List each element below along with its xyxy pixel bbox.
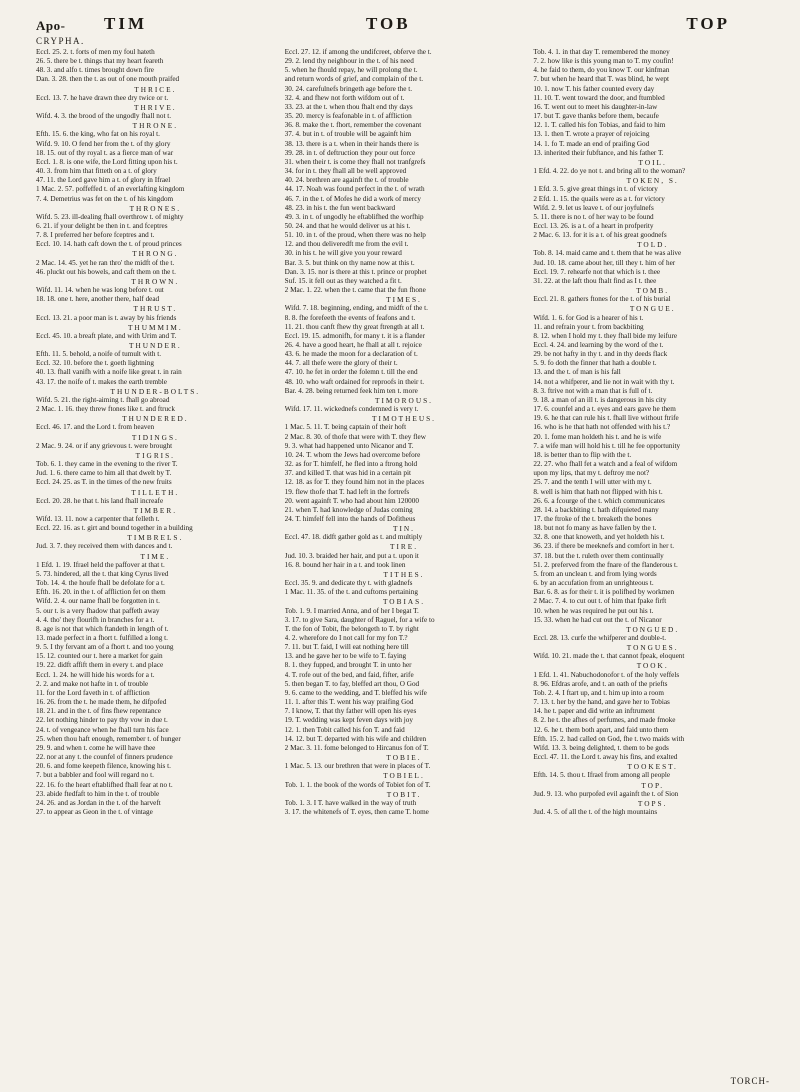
concordance-entry: 44. 17. Noah was found perfect in the t. of wrath <box>284 185 425 194</box>
concordance-entry: Eccl. 24. 25. as T. in the times of the new fruits <box>36 478 172 487</box>
concordance-entry: 22. 27. who fhall fet a watch and a feal of wifdom <box>533 460 678 469</box>
concordance-entry: 37. 18. but the t. ruleth over them continually <box>533 551 664 560</box>
headword: TOIL. <box>638 157 667 167</box>
concordance-entry: 6. by an accufation from an unrighteous t. <box>533 579 654 588</box>
concordance-entry: 4. he faid to them, do you know T. our kinfman <box>533 66 670 75</box>
concordance-entry: 16. who is he that hath not offended with his t.? <box>533 423 671 432</box>
concordance-entry: 12. 18. as for T. they found him not in the places <box>284 478 425 487</box>
concordance-entry: Tob. 4. 1. in that day T. remembered the money <box>533 48 670 56</box>
concordance-entry: 7. 13. t. her by the hand, and gave her to Tobias <box>533 698 670 707</box>
concordance-entry: 11. for the Lord faveth in t. of affliction <box>36 688 150 697</box>
concordance-entry: 48. 3. and alfo t. times brought down fire <box>36 66 154 75</box>
headword: TIGRIS. <box>135 450 175 460</box>
page-header <box>36 14 770 46</box>
concordance-entry: 5. our t. is a very fhadow that paffeth away <box>36 606 160 615</box>
concordance-entry: 13. and he gave her to be wife to T. faying <box>284 652 407 661</box>
concordance-entry: 34. for in t. they fhall all be well approved <box>284 167 407 176</box>
concordance-entry: 14. he t. paper and did write an inftrument <box>533 707 655 716</box>
concordance-entry: 5. when he fhould repay, he will prolong the t. <box>284 66 418 75</box>
concordance-entry: Wifd. 10. 21. made the t. that cannot fpeak, eloquent <box>533 652 685 661</box>
concordance-entry: 22. nor at any t. the counfel of finners prudence <box>36 753 173 762</box>
headword: THRIVE. <box>134 102 177 112</box>
concordance-entry: Eccl. 35. 9. and dedicate thy t. with gladnefs <box>284 579 413 588</box>
headword: THRONG. <box>132 249 179 259</box>
concordance-entry: 30. in his t. he will give you your reward <box>284 249 402 258</box>
concordance-entry: 14. 12. but T. departed with his wife and children <box>284 734 427 743</box>
concordance-entry: 31. when their t. is come they fhall not tranfgrefs <box>284 157 426 166</box>
concordance-entry: 5. 9. fo doth the finner that hath a double t. <box>533 359 657 368</box>
concordance-entry: 29. 2. lend thy neighbour in the t. of his need <box>284 57 414 66</box>
headword: TIDINGS. <box>131 432 179 442</box>
concordance-entry: Eccl. 13. 26. is a t. of a heart in profperity <box>533 221 654 230</box>
headword: TONGUED. <box>626 624 680 634</box>
concordance-entry: Suf. 15. it fell out as they watched a fit t. <box>284 276 402 285</box>
concordance-entry: 15. 12. counted our t. here a market for gain <box>36 652 163 661</box>
running-head-sub: CRYPHA. <box>36 36 85 46</box>
concordance-entry: 17. but T. gave thanks before them, becaufe <box>533 112 659 121</box>
concordance-entry: 48. 23. in his t. the fun went backward <box>284 203 396 212</box>
concordance-entry: 7. a wife man will hold his t. till he fee opportunity <box>533 441 681 450</box>
concordance-entry: Wifd. 4. 3. the brood of the ungodly fhall not t. <box>36 112 172 121</box>
concordance-entry: 24. T. himfelf fell into the hands of Dofitheus <box>284 514 416 523</box>
concordance-entry: 9. 3. what had happened unto Nicanor and T. <box>284 441 414 450</box>
concordance-entry: 8. 96. Efdras arofe, and t. an oath of the priefts <box>533 679 668 688</box>
concordance-entry: 7. 2. how like is this young man to T. my coufin! <box>533 57 674 66</box>
concordance-entry: 13. and the t. of man is his fall <box>533 368 621 377</box>
concordance-entry: Efth. 11. 5. behold, a noife of tumult with t. <box>36 350 162 359</box>
concordance-entry: 21. when T. had knowledge of Judas coming <box>284 505 413 514</box>
concordance-entry: 1 Efd. 3. 5. give great things in t. of victory <box>533 185 658 194</box>
headword: THROWN. <box>131 276 180 286</box>
concordance-entry: 25. when thou haft enough, remember t. of hunger <box>36 734 181 743</box>
concordance-entry: 1 Mac. 5. 13. our brethren that were in places of T. <box>284 762 431 771</box>
concordance-entry: 8. age is not that which ftandeth in length of t. <box>36 624 169 633</box>
concordance-entry: 50. 24. and that he would deliver us at his t. <box>284 221 411 230</box>
concordance-entry: 13. 1. then T. wrote a prayer of rejoicing <box>533 130 650 139</box>
concordance-entry: Jud. 4. 5. of all the t. of the high mountains <box>533 807 658 816</box>
concordance-entry: 9. 18. a man of an ill t. is dangerous in his city <box>533 395 667 404</box>
headword: THRICE. <box>134 84 177 94</box>
concordance-entry: 7. 8. I preferred her before fceptres and t. <box>36 231 155 240</box>
concordance-entry: 2 Mac. 7. 4. to cut out t. of him that fpake firft <box>533 597 667 606</box>
concordance-entry: 48. 10. who waft ordained for reproofs in their t. <box>284 377 424 386</box>
headword: THRONE. <box>132 121 179 131</box>
concordance-entry: 25. 7. and the tenth I will utter with my t. <box>533 478 652 487</box>
headword: TOBIAS. <box>382 597 426 607</box>
concordance-entry: 6. 21. if your delight be then in t. and fceptres <box>36 221 168 230</box>
concordance-entry: 1 Efd. 1. 19. Ifrael held the paffover at that t. <box>36 560 165 569</box>
concordance-entry: 2 Mac. 1. 16. they threw ftones like t. and ftruck <box>36 405 175 414</box>
headword: TIMOTHEUS. <box>372 414 436 424</box>
concordance-entry: 30. 24. carefulnefs bringeth age before the t. <box>284 84 412 93</box>
concordance-entry: 24. t. of vengeance when he fhall turn his face <box>36 725 169 734</box>
concordance-entry: Efth. 14. 5. thou t. Ifrael from among all people <box>533 771 671 780</box>
concordance-entry: Bar. 4. 28. being returned feek him ten t. more <box>284 386 418 395</box>
concordance-entry: 14. not a whifperer, and lie not in wait with thy t. <box>533 377 675 386</box>
concordance-entry: 40. 24. brethren are againft the t. of trouble <box>284 176 409 185</box>
concordance-entry: 18. is better than to flip with the t. <box>533 450 632 459</box>
concordance-entry: T. the fon of Tobit, fhe belongeth to T. by right <box>284 624 419 633</box>
concordance-entry: 11. 1. after this T. went his way praifing God <box>284 698 414 707</box>
concordance-entry: 2 Mac. 9. 24. or if any grievous t. were brought <box>36 441 173 450</box>
headword: TIN. <box>393 524 415 534</box>
column-3 <box>533 48 772 1078</box>
concordance-entry: 26. 5. there be t. things that my heart feareth <box>36 57 164 66</box>
headword: TOOK. <box>636 661 669 671</box>
concordance-entry: Efth. 16. 20. in the t. of affliction fet on them <box>36 588 166 597</box>
concordance-entry: 13. made perfect in a fhort t. fulfilled a long t. <box>36 634 168 642</box>
column-1 <box>36 48 275 1078</box>
concordance-entry: Eccl. 1. 8. is one wife, the Lord fitting upon his t. <box>36 157 178 166</box>
concordance-entry: 22. 16. fo the heart eftablifhed fhall fear at no t. <box>36 780 173 789</box>
concordance-entry: Tob. 1. 9. I married Anna, and of her I begat T. <box>284 606 419 615</box>
concordance-entry: Eccl. 21. 8. gathers ftones for the t. of his burial <box>533 295 671 304</box>
concordance-entry: 51. 10. in t. of the proud, when there was no help <box>284 231 426 240</box>
concordance-entry: 19. 6. he that can rule his t. fhall live without ftrife <box>533 414 679 423</box>
concordance-entry: 32. 4. and fhew not forth wifdom out of t. <box>284 93 405 102</box>
concordance-entry: 5. 73. hindered, all the t. that king Cyrus lived <box>36 569 169 578</box>
concordance-entry: Tob. 14. 4. the houfe fhall be defolate for a t. <box>36 579 165 588</box>
headword: TIMOROUS. <box>375 395 433 405</box>
concordance-entry: 11. 10. T. went toward the door, and ftumbled <box>533 93 665 102</box>
concordance-entry: Jud. 10. 3. braided her hair, and put a t. upon it <box>284 551 419 560</box>
concordance-entry: Wifd. 2. 4. our name fhall be forgotten in t. <box>36 597 160 606</box>
concordance-entry: 18. but not fo many as have fallen by the t. <box>533 524 657 533</box>
headword: TOMB. <box>636 286 670 296</box>
concordance-entry: 15. 33. when he had cut out the t. of Nicanor <box>533 615 662 624</box>
running-head-center: TOB <box>366 14 411 33</box>
concordance-entry: 23. abide ftedfaft to him in the t. of trouble <box>36 789 160 798</box>
concordance-entry: 27. to appear as Geon in the t. of vintage <box>36 807 153 816</box>
concordance-columns <box>36 48 772 1078</box>
concordance-entry: 29. be not hafty in thy t. and in thy deeds flack <box>533 350 668 359</box>
concordance-entry: Wifd. 13. 11. now a carpenter that felleth t. <box>36 514 160 523</box>
concordance-entry: 8. 2. he t. the afhes of perfumes, and made fmoke <box>533 716 676 725</box>
headword: THUNDERED. <box>122 414 189 424</box>
concordance-entry: 8. 1. they fupped, and brought T. in unto her <box>284 661 412 670</box>
concordance-entry: 8. 3. ftrive not with a man that is full of t. <box>533 386 653 395</box>
concordance-entry: 35. 20. mercy is feafonable in t. of affliction <box>284 112 412 121</box>
concordance-entry: Dan. 3. 28. then the t. as out of one mouth praifed <box>36 75 180 84</box>
concordance-entry: 16. 8. bound her hair in a t. and took linen <box>284 560 406 569</box>
headword: TIMBRELS. <box>127 533 184 543</box>
concordance-entry: upon my lips, that my t. deftroy me not? <box>533 469 650 478</box>
concordance-entry: Jud. 3. 7. they received them with dances and t. <box>36 542 173 551</box>
concordance-entry: Eccl. 45. 10. a breaft plate, and with Urim and T. <box>36 331 177 340</box>
concordance-entry: Eccl. 10. 14. hath caft down the t. of proud princes <box>36 240 182 249</box>
concordance-entry: 32. as for T. himfelf, he fled into a ftrong hold <box>284 460 418 469</box>
concordance-entry: 31. 22. at the laft thou fhalt find as I t. thee <box>533 276 657 285</box>
concordance-entry: 33. 23. at the t. when thou fhalt end thy days <box>284 102 413 111</box>
concordance-entry: 12. and thou deliveredft me from the evil t. <box>284 240 409 249</box>
headword: TOP. <box>641 780 665 790</box>
concordance-entry: 18. 21. and in the t. of fins fhew repentance <box>36 707 161 716</box>
headword: TOPS. <box>637 798 668 808</box>
concordance-entry: 8. well is him that hath not flipped with his t. <box>533 487 663 496</box>
concordance-entry: 14. 1. fo T. made an end of praifing God <box>533 139 650 148</box>
concordance-entry: 1 Efd. 4. 22. do ye not t. and bring all to the woman? <box>533 167 686 176</box>
concordance-entry: 4. T. rofe out of the bed, and faid, fifter, arife <box>284 670 414 679</box>
concordance-entry: Tob. 6. 1. they came in the evening to the river T. <box>36 460 178 469</box>
concordance-entry: Eccl. 27. 12. if among the undifcreet, obferve the t. <box>284 48 432 56</box>
headword: TIMBER. <box>133 505 178 515</box>
headword: TOLD. <box>637 240 669 250</box>
concordance-entry: 8. 8. fhe forefeeth the events of feafons and t. <box>284 313 416 322</box>
concordance-entry: 26. 6. a fcourge of the t. which communicates <box>533 496 665 505</box>
concordance-entry: 7. 4. Demetrius was fet on the t. of his kingdom <box>36 194 174 203</box>
concordance-entry: Eccl. 1. 24. he will hide his words for a t. <box>36 670 155 679</box>
concordance-entry: 7. but when he heard that T. was blind, he wept <box>533 75 670 84</box>
concordance-entry: 44. 7. all thefe were the glory of their t. <box>284 359 398 368</box>
column-2 <box>285 48 524 1078</box>
headword: TOBIEL. <box>383 771 425 781</box>
concordance-entry: Efth. 15. 6. the king, who fat on his royal t. <box>36 130 160 139</box>
concordance-entry: 36. 8. make the t. fhort, remember the covenant <box>284 121 422 130</box>
concordance-entry: 40. 3. from him that fitteth on a t. of glory <box>36 167 157 176</box>
catchword: TORCH- <box>730 1076 770 1086</box>
headword: THUNDER-BOLTS. <box>110 386 201 396</box>
concordance-entry: Tob. 8. 14. maid came and t. them that he was alive <box>533 249 682 258</box>
concordance-entry: 1 Mac. 11. 35. of the t. and cuftoms pertaining <box>284 588 418 597</box>
concordance-entry: 4. 2. wherefore do I not call for my fon T.? <box>284 634 408 642</box>
concordance-entry: 3. 17. to give Sara, daughter of Raguel, for a wife to <box>284 615 435 624</box>
concordance-entry: 2 Mac. 14. 45. yet he ran thro' the midft of the t. <box>36 258 175 267</box>
concordance-entry: Jud. 9. 13. who purpofed evil againft the t. of Sion <box>533 789 679 798</box>
concordance-entry: 24. 26. and as Jordan in the t. of the harveft <box>36 798 161 807</box>
concordance-entry: Eccl. 46. 17. and the Lord t. from heaven <box>36 423 155 432</box>
headword: TONGUE. <box>629 304 676 314</box>
concordance-entry: 22. let nothing hinder to pay thy vow in due t. <box>36 716 168 725</box>
concordance-entry: Wifd. 2. 9. let us leave t. of our joyfulnefs <box>533 203 654 212</box>
concordance-entry: Bar. 6. 8. as for their t. it is polifhed by workmen <box>533 588 675 597</box>
concordance-entry: Dan. 3. 15. nor is there at this t. prince or prophet <box>284 267 427 276</box>
headword: TILLETH. <box>131 487 180 497</box>
concordance-entry: 2 Mac. 6. 13. for it is a t. of his great goodnefs <box>533 231 667 240</box>
headword: THRUST. <box>133 304 178 314</box>
concordance-entry: 47. 10. he fet in order the folemn t. till the end <box>284 368 418 377</box>
concordance-entry: Eccl. 20. 28. he that t. his land fhall increafe <box>36 496 164 505</box>
concordance-entry: Wifd. 17. 11. wickednefs condemned is very t. <box>284 405 419 414</box>
concordance-entry: 7. but a babbler and fool will regard no t. <box>36 771 154 780</box>
concordance-entry: 40. 13. fhall vanifh with a noife like great t. in rain <box>36 368 182 377</box>
concordance-entry: 19. 22. didft affift them in every t. and place <box>36 661 164 670</box>
headword: TITHES. <box>383 569 425 579</box>
concordance-entry: 19. T. wedding was kept feven days with joy <box>284 716 413 725</box>
concordance-entry: 38. 13. there is a t. when in their hands there is <box>284 139 419 148</box>
concordance-entry: Eccl. 47. 18. didft gather gold as t. and multiply <box>284 533 423 542</box>
concordance-entry: Eccl. 25. 2. t. forts of men my foul hateth <box>36 48 155 56</box>
concordance-entry: 12. 1. then Tobit called his fon T. and faid <box>284 725 405 734</box>
headword: THRONES. <box>129 203 182 213</box>
concordance-entry: 16. T. went out to meet his daughter-in-law <box>533 102 658 111</box>
concordance-entry: Wifd. 9. 10. O fend her from the t. of thy glory <box>36 139 171 148</box>
concordance-entry: Wifd. 1. 6. for God is a hearer of his t. <box>533 313 644 322</box>
concordance-entry: Tob. 2. 4. I ftart up, and t. him up into a room <box>533 688 664 697</box>
concordance-entry: 7. I know, T. that thy father will open his eyes <box>284 707 417 716</box>
headword: TOOKEST. <box>627 762 678 772</box>
concordance-entry: 2 Mac. 3. 11. fome belonged to Hircanus fon of T. <box>284 743 429 752</box>
concordance-entry: 5. then began T. to fay, bleffed art thou, O God <box>284 679 420 688</box>
concordance-entry: 12. 6. he t. them both apart, and faid unto them <box>533 725 669 734</box>
concordance-entry: 37. 4. but in t. of trouble will be againft him <box>284 130 412 139</box>
concordance-entry: Jud. 1. 6. there came to him all that dwelt by T. <box>36 469 172 478</box>
headword: TIRE. <box>389 542 419 552</box>
headword: TOKEN, S. <box>626 176 679 186</box>
concordance-entry: Eccl. 32. 10. before the t. goeth lightning <box>36 359 154 368</box>
concordance-entry: 51. 2. preferved from the fnare of the flanderous t. <box>533 560 678 569</box>
concordance-entry: Bar. 3. 5. but think on thy name now at this t. <box>284 258 415 267</box>
concordance-entry: 46. 7. in the t. of Mofes he did a work of mercy <box>284 194 422 203</box>
concordance-entry: 16. 26. from the t. he made them, he difpofed <box>36 698 167 707</box>
concordance-entry: 28. 14. a backbiting t. hath difquieted many <box>533 505 659 514</box>
concordance-entry: 2 Mac. 8. 30. of thofe that were with T. they flew <box>284 432 426 441</box>
concordance-entry: 32. 8. one that knoweth, and yet holdeth his t. <box>533 533 665 542</box>
concordance-entry: Tob. 1. 1. the book of the words of Tobiet fon of T. <box>284 780 431 789</box>
concordance-entry: 2. 2. and make not hafte in t. of trouble <box>36 679 149 688</box>
concordance-entry: 18. 18. one t. here, another there, half dead <box>36 295 160 304</box>
concordance-entry: 11. 21. thou canft fhew thy great ftrength at all t. <box>284 322 425 331</box>
headword: THUMMIM. <box>127 322 183 332</box>
concordance-entry: 19. flew thofe that T. had left in the fortrefs <box>284 487 410 496</box>
concordance-entry: Eccl. 28. 13. curfe the whifperer and double-t. <box>533 634 667 642</box>
concordance-entry: 9. 5. I thy fervant am of a fhort t. and too young <box>36 643 174 652</box>
concordance-entry: 12. 1. T. called his fon Tobias, and faid to him <box>533 121 666 130</box>
headword: TONGUES. <box>626 643 679 653</box>
concordance-entry: 10. 24. T. whom the Jews had overcome before <box>284 450 421 459</box>
concordance-entry: 17. 6. counfel and a t. eyes and ears gave he them <box>533 405 676 414</box>
concordance-entry: 39. 28. in t. of deftruction they pour out force <box>284 148 416 157</box>
running-head-label: Apo- <box>36 18 66 33</box>
concordance-entry: Efth. 15. 2. had called on God, fhe t. two maids with <box>533 734 685 743</box>
concordance-entry: Eccl. 4. 24. and learning by the word of the t. <box>533 341 664 349</box>
concordance-entry: 10. when he was required he put out his t. <box>533 606 654 615</box>
concordance-entry: 1 Mac. 5. 11. T. being captain of their hoft <box>284 423 407 432</box>
concordance-entry: 49. 3. in t. of ungodly he eftablifhed the worfhip <box>284 212 424 221</box>
headword: TOBIT. <box>386 789 422 799</box>
concordance-entry: 5. from an unclean t. and from lying words <box>533 569 657 578</box>
headword: THUNDER. <box>128 341 182 350</box>
running-head-left: TIM <box>104 14 147 33</box>
concordance-entry: 2 Mac. 1. 22. when the t. came that the fun fhone <box>284 286 426 295</box>
concordance-entry: 13. inherited their fubftance, and his father T. <box>533 148 664 157</box>
headword: TIME. <box>140 551 171 561</box>
headword: TOBIE. <box>386 753 422 763</box>
concordance-entry: 36. 23. if there be meeknefs and comfort in her t. <box>533 542 675 551</box>
concordance-entry: Eccl. 22. 16. as t. girt and bound together in a building <box>36 524 193 533</box>
concordance-entry: 1 Mac. 2. 57. poffeffed t. of an everlafting kingdom <box>36 185 185 194</box>
concordance-entry: 43. 6. he made the moon for a declaration of t. <box>284 350 418 359</box>
concordance-entry: Jud. 10. 18. came about her, till they t. him of her <box>533 258 676 267</box>
concordance-entry: 20. went againft T. who had about him 120000 <box>284 496 419 505</box>
concordance-entry: 8. 12. when I hold my t. they fhall bide my leifure <box>533 331 678 340</box>
concordance-entry: Eccl. 19. 15. admonifh, for many t. it is a flander <box>284 331 425 340</box>
concordance-entry: Wifd. 5. 21. the right-aiming t. fhall go abroad <box>36 395 170 404</box>
concordance-entry: 18. 15. out of thy royal t. as a fierce man of war <box>36 148 174 157</box>
concordance-entry: 1 Efd. 1. 41. Nabuchodonofor t. of the holy veffels <box>533 670 680 679</box>
concordance-entry: 20. 6. and fome keepeth filence, knowing his t. <box>36 762 171 771</box>
concordance-entry: 7. 11. but T. faid, I will eat nothing here till <box>284 643 409 652</box>
concordance-entry: Eccl. 47. 11. the Lord t. away his fins, and exalted <box>533 753 678 762</box>
concordance-entry: Tob. 1. 3. I T. have walked in the way of truth <box>284 798 417 807</box>
concordance-entry: 26. 4. have a good heart, he fhall at all t. rejoice <box>284 341 422 349</box>
concordance-entry: 47. 11. the Lord gave him a t. of glory in Ifrael <box>36 176 171 185</box>
concordance-entry: 10. 1. now T. his father counted every day <box>533 84 655 93</box>
concordance-entry: Wifd. 5. 23. ill-dealing fhall overthrow t. of mighty <box>36 212 184 221</box>
concordance-entry: 43. 17. the noife of t. makes the earth tremble <box>36 377 167 386</box>
concordance-entry: Wifd. 7. 18. beginning, ending, and midft of the t. <box>284 304 428 313</box>
headword: TIMES. <box>386 295 422 305</box>
concordance-entry: Eccl. 13. 7. he have drawn thee dry twice or t. <box>36 93 169 102</box>
concordance-entry: 5. 11. there is no t. of her way to be found <box>533 212 654 221</box>
concordance-entry: 3. 17. the whitenefs of T. eyes, then came T. home <box>284 807 429 816</box>
concordance-entry: Wifd. 11. 14. when he was long before t. out <box>36 286 164 295</box>
concordance-entry: Eccl. 13. 21. a poor man is t. away by his friends <box>36 313 177 322</box>
concordance-entry: 20. 1. fome man holdeth his t. and he is wife <box>533 432 662 441</box>
running-head-right: TOP <box>686 14 730 33</box>
concordance-entry: Wifd. 13. 3. being delighted, t. them to be gods <box>533 743 669 752</box>
concordance-entry: 37. and killed T. that was hid in a certain pit <box>284 469 411 478</box>
concordance-entry: 2 Efd. 1. 15. the quails were as a t. for victory <box>533 194 665 203</box>
concordance-entry: 4. 4. tho' they flourifh in branches for a t. <box>36 615 155 624</box>
concordance-entry: and return words of grief, and complain of the t. <box>284 75 423 84</box>
concordance-entry: Eccl. 19. 7. rehearfe not that which is t. thee <box>533 267 661 276</box>
concordance-entry: 17. the ftroke of the t. breaketh the bones <box>533 514 652 523</box>
concordance-entry: 11. and refrain your t. from backbiting <box>533 322 644 331</box>
concordance-entry: 9. 6. came to the wedding, and T. bleffed his wife <box>284 688 427 697</box>
concordance-entry: 29. 9. and when t. come he will have thee <box>36 743 156 752</box>
concordance-entry: 46. pluckt out his bowels, and caft them on the t. <box>36 267 176 276</box>
